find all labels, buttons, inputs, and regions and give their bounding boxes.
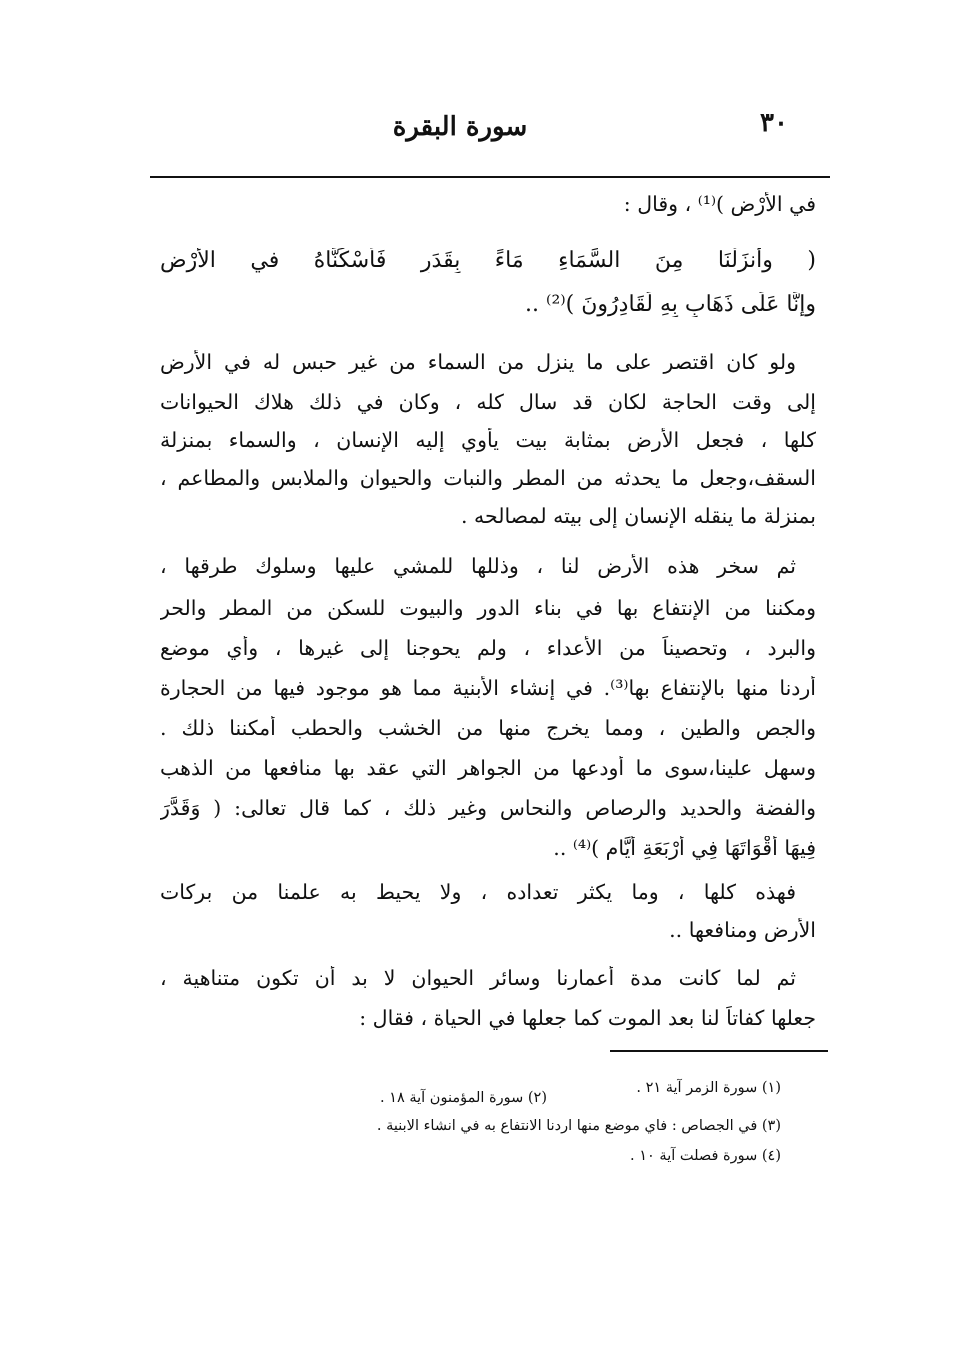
footnote-divider [610,1050,828,1052]
body-line: كلها ، فجعل الأرض بمثابة بيت يأوي إليه الإنسان ، والسماء بمنزلة [160,428,816,452]
footnote-3: (٣) في الجصاص : فاي موضع منها اردنا الانتفاع به في انشاء الابنية . [376,1118,781,1134]
body-line: في الأَرْضِ )⁽¹⁾ ، وقال : [623,192,816,216]
footnote-1: (١) سورة الزمر آية ٢١ . [636,1080,781,1096]
body-line: أردنا منها بالإنتفاع بها⁽³⁾. في إنشاء الأبنية مما هو موجود فيها من الحجارة [160,676,816,700]
header-divider [150,176,830,178]
body-line: الأرض ومنافعها .. [669,918,816,942]
body-line: والبرد ، وتحصيناً من الأعداء ، ولم يحوجنا إلى غيرها ، وأي موضع [160,636,816,660]
body-line: السقف،وجعل ما يحدثه من المطر والنبات والحيوان والملابس والمطاعم ، [160,466,816,490]
page-title: سورة البقرة [392,112,528,142]
page-number: ٣٠ [760,108,788,138]
body-line: ثم لما كانت مدة أعمارنا وسائر الحيوان لا بد أن تكون متناهية ، [160,966,796,990]
footnote-4: (٤) سورة فصلت آية ١٠ . [630,1148,781,1164]
body-line: وسهل علينا،سوى ما أودعها من الجواهر التي عقد بها منافعها من الذهب [160,756,816,780]
body-line: فِيهَا أَقْوَاتَهَا فِي أَرْبَعَةِ أَيَّامٍ )⁽⁴⁾ .. [553,836,816,860]
body-line: ثم سخر هذه الأرض لنا ، وذللها للمشي عليها وسلوك طرقها ، [160,554,796,578]
body-line: ولو كان اقتصر على ما ينزل من السماء من غير حبس له في الأرض [160,350,796,374]
body-line: جعلها كفاتاً لنا بعد الموت كما جعلها في الحياة ، فقال : [359,1006,816,1030]
verse-line: ( وأَنزَلْنَا مِنَ السَّمَاءِ مَاءً بِقَدَرٍ فَأَسْكَنَّاهُ في الأَرْضِ [160,248,816,273]
body-line: والفضة والحديد والرصاص والنحاس وغير ذلك ، كما قال تعالى: ( وَقَدَّرَ [160,796,816,820]
body-line: والجص والطين ، ومما يخرج منها من الخشب والحطب أمكننا ذلك . [160,716,816,740]
body-line: فهذه كلها ، وما يكثر تعداده ، ولا يحيط به علمنا من بركات [160,880,796,904]
body-line: بمنزلة ما ينقله الإنسان إلى بيته لمصالحه . [460,504,816,528]
verse-line: وإِنَّا عَلَى ذَهَابٍ بِهِ لَقَادِرُونَ )⁽²⁾ .. [525,292,816,317]
body-line: ومكننا من الإنتفاع بها في بناء الدور والبيوت للسكن من المطر والحر [160,596,816,620]
body-line: إلى وقت الحاجة لكان قد سال كله ، وكان في ذلك هلاك الحيوانات [160,390,816,414]
footnote-2: (٢) سورة المؤمنون آية ١٨ . [379,1090,547,1106]
